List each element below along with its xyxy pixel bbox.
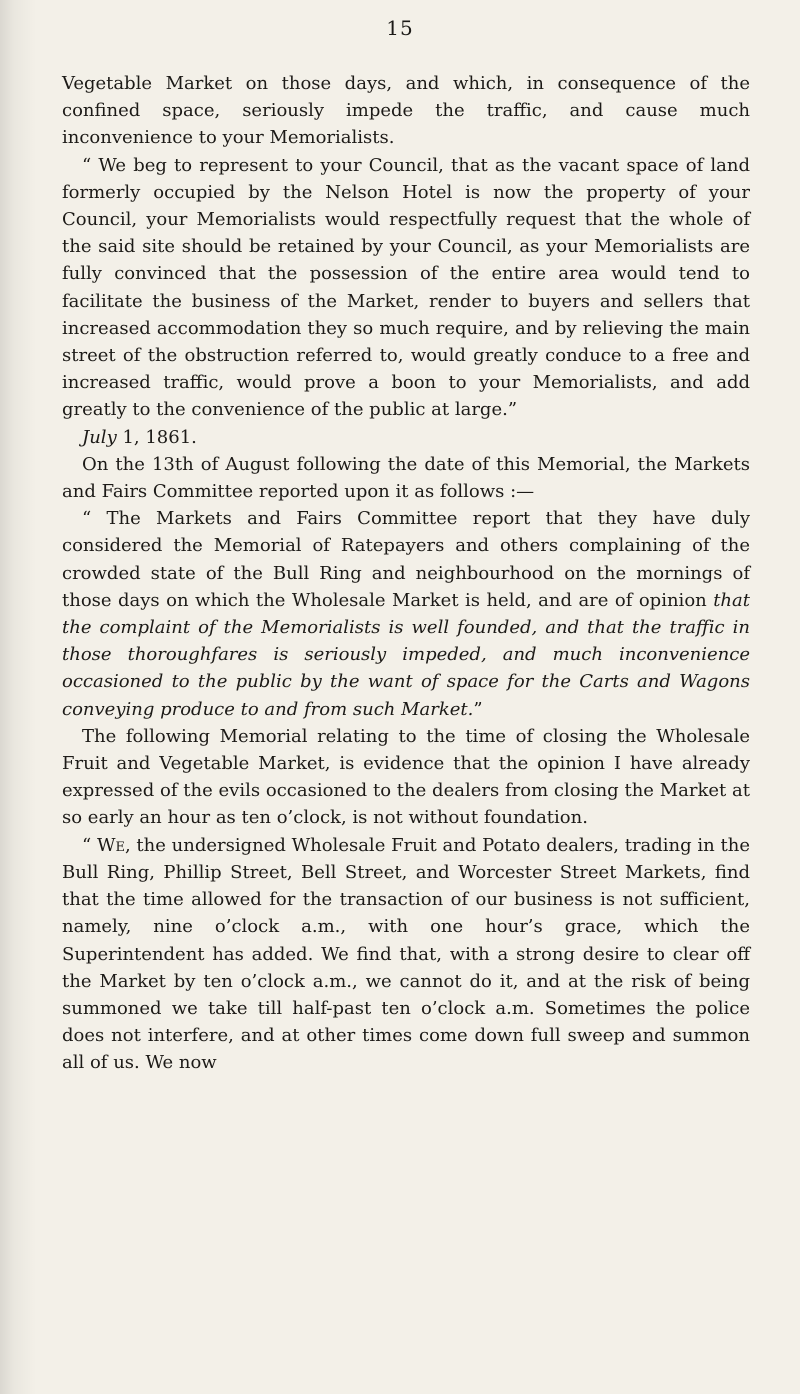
dealers-open-quote: “ bbox=[82, 834, 97, 856]
report-close-quote: ” bbox=[473, 698, 483, 720]
paragraph-memorial-request: “ We beg to represent to your Council, that as the vacant space of land formerly occupied by the Nelson Hotel is now the property of your Council, your Memorialists would respectfully request that the whole of the said site should be retained by your Council, as your Memorialists are fully convinced that the possession of the entire area would tend to facilitate the business of the Market, render to buyers and sellers that increased accommodation they so much require, and by relieving the main street of the obstruction referred to, would greatly conduce to a free and increased traffic, would prove a boon to your Memorialists, and add greatly to the convenience of the public at large.” bbox=[62, 154, 750, 421]
paragraph-committee-intro: On the 13th of August following the date of this Memorial, the Markets and Fairs Committee reported upon it as follows :— bbox=[62, 453, 750, 503]
paragraph-dealers-memorial bbox=[62, 832, 750, 1077]
page-body bbox=[62, 70, 750, 1077]
date-month: July bbox=[82, 426, 117, 448]
paragraph-date bbox=[62, 424, 750, 451]
paragraph-continuation: Vegetable Market on those days, and which, in consequence of the confined space, seriously impede the traffic, and cause much inconvenience to your Memorialists. bbox=[62, 73, 750, 149]
report-italic-text: that the complaint of the Memorialists is well founded, and that the traffic in those thoroughfares is seriously impeded, and much inconvenience occasioned to the public by the want of space for the Carts and Wagons conveying produce to and from such Market. bbox=[62, 589, 750, 720]
report-text: “ The Markets and Fairs Committee report that they have duly considered the Memorial of Ratepayers and others complaining of the crowded state of the Bull Ring and neighbourhood on the mornings of those days on which the Wholesale Market is held, and are of opinion bbox=[62, 508, 750, 611]
dealers-text: , the undersigned Wholesale Fruit and Potato dealers, trading in the Bull Ring, Phillip Street, Bell Street, and Worcester Street Markets, find that the time allowed for the transaction of our business is not sufficient, namely, nine o’clock a.m., with one hour’s grace, which the Superintendent has added. We find that, with a strong desire to clear off the Market by ten o’clock a.m., we cannot do it, and at the risk of being summoned we take till half-past ten o’clock a.m. Sometimes the police does not interfere, and at other times come down full sweep and summon all of us. We now bbox=[62, 834, 750, 1074]
paragraph-committee-report bbox=[62, 505, 750, 723]
date-rest: 1, 1861. bbox=[116, 426, 197, 448]
page-number: 15 bbox=[386, 16, 414, 40]
dealers-first-word: We bbox=[96, 834, 125, 856]
paragraph-following-memorial: The following Memorial relating to the time of closing the Wholesale Fruit and Vegetable Market, is evidence that the opinion I have already expressed of the evils occasioned to the dealers from closing the Market at so early an hour as ten o’clock, is not without foundation. bbox=[62, 725, 750, 829]
